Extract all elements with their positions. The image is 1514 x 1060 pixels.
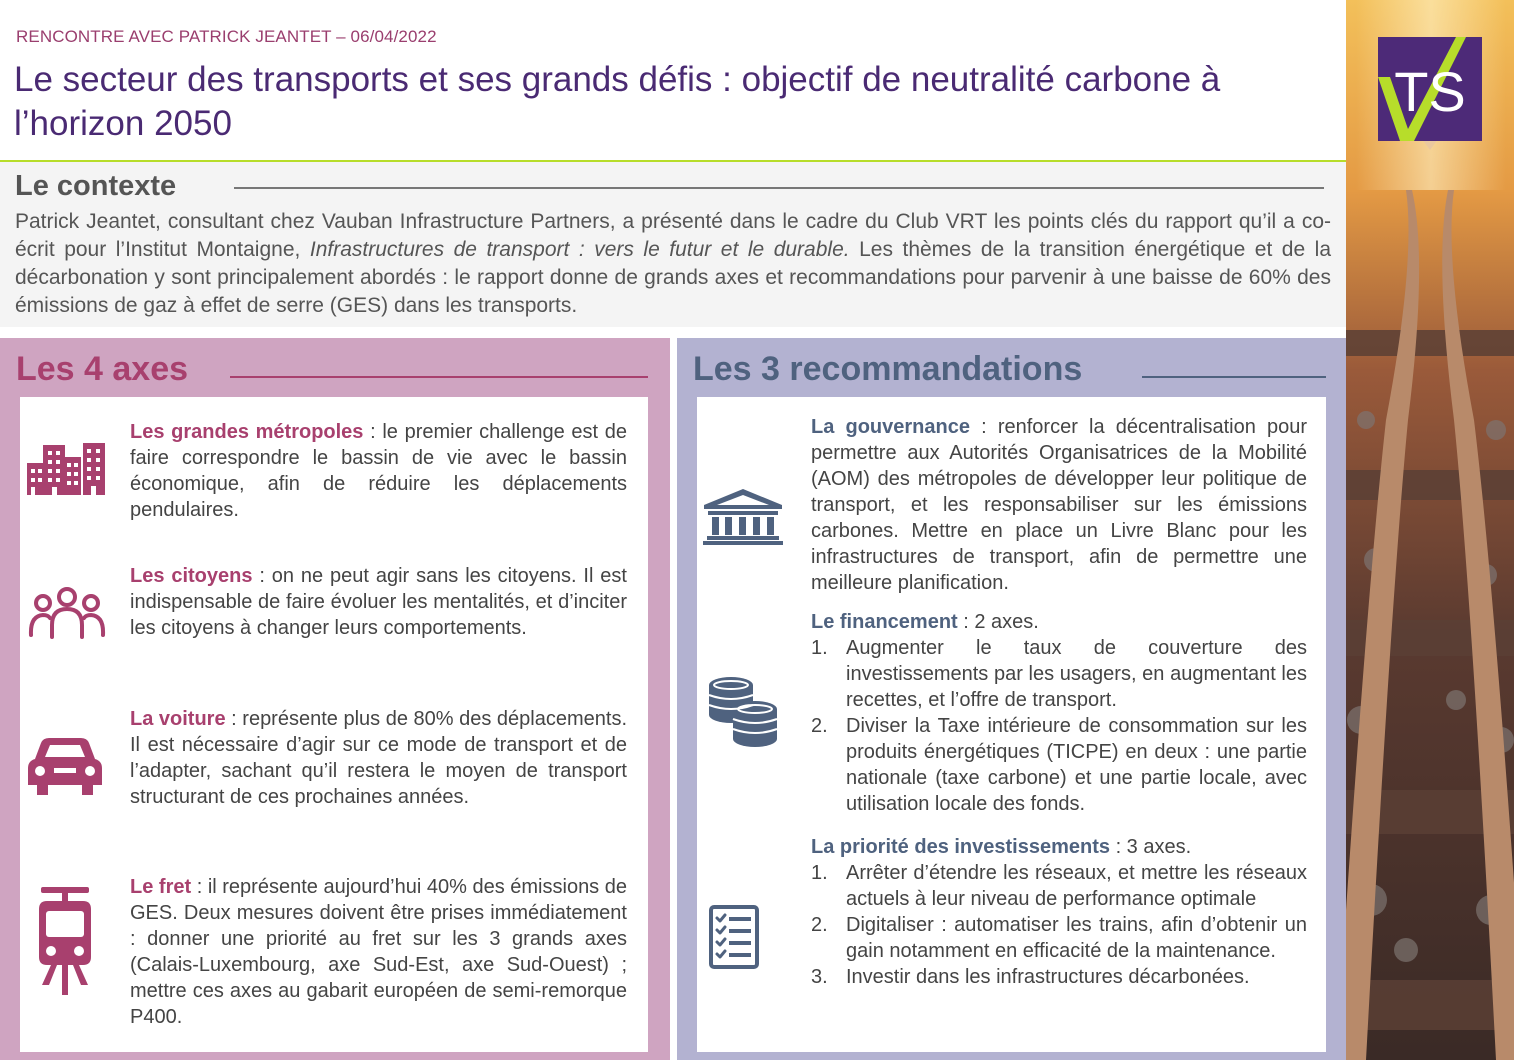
recommandation-term: La gouvernance (811, 416, 970, 438)
axis-fret (130, 874, 627, 1030)
financement-intro (811, 609, 1307, 635)
page-title: Le secteur des transports et ses grands défis : objectif de neutralité carbone à l’horizon 2050 (14, 60, 1221, 143)
people-icon (28, 585, 106, 641)
list-item (811, 713, 1307, 817)
train-icon (37, 887, 93, 995)
axis-description: : représente plus de 80% des déplacements. Il est nécessaire d’agir sur ce mode de transport et de l’adapter, sachant qu’il restera le moyen de transport structurant de ces prochaines années. (130, 708, 628, 808)
context-text-end: Les thèmes de la transition énergétique et de la décarbonation y sont principalement abordés : le rapport donne de grands axes et recommandations pour parvenir à une baisse de 60% des émissions de gaz à effet de serre (GES) dans les transports. (15, 238, 1332, 317)
axis-term: Les grandes métropoles (130, 421, 364, 443)
buildings-icon (27, 443, 107, 495)
context-text-start: Patrick Jeantet, consultant chez Vauban Infrastructure Partners, a présenté dans le cadre du Club VRT les points clés du rapport qu’il a co-écrit pour l’Institut Montaigne, (15, 210, 1331, 261)
checklist-icon (709, 905, 759, 969)
list-item-text: Augmenter le taux de couverture des investissements par les usagers, en augmentant les recettes, et l’offre de transport. (846, 637, 1307, 711)
context-heading-rule (234, 187, 1324, 189)
list-item (811, 635, 1307, 713)
list-item-text: Diviser la Taxe intérieure de consommation sur les produits énergétiques (TICPE) en deux : une partie nationale (taxe carbone) et une partie locale, avec utilisation locale des fonds. (846, 715, 1307, 815)
axis-metropoles (130, 419, 627, 523)
context-paragraph (15, 208, 1331, 320)
railway-photo (1346, 0, 1514, 1060)
axis-voiture (130, 706, 627, 810)
list-item-text: Arrêter d’étendre les réseaux, et mettre les réseaux actuels à leur niveau de performance optimale (846, 862, 1307, 910)
report-title: Infrastructures de transport : vers le futur et le durable. (309, 238, 850, 261)
recommandation-term: La priorité des investissements (811, 836, 1111, 858)
recommandations-heading-rule (1142, 376, 1326, 378)
axes-heading-rule (230, 376, 648, 378)
context-heading: Le contexte (15, 170, 177, 202)
axis-citoyens (130, 563, 627, 641)
list-item-text: Digitaliser : automatiser les trains, afin d’obtenir un gain notamment en efficacité de la maintenance. (846, 914, 1307, 962)
institution-icon (703, 489, 783, 545)
axis-description: : le premier challenge est de faire correspondre le bassin de vie avec le bassin économique, afin de réduire les déplacements pendulaires. (130, 421, 627, 521)
coins-icon (707, 676, 779, 748)
financement-list (811, 635, 1307, 817)
financement-count: : 2 axes. (957, 611, 1039, 633)
recommandation-term: Le financement (811, 611, 958, 633)
recommandation-priorite (811, 834, 1307, 990)
list-number: 1. (811, 862, 828, 884)
ts-logo-text: TS (1394, 60, 1466, 123)
axis-term: La voiture (130, 708, 226, 730)
priorite-count: : 3 axes. (1110, 836, 1192, 858)
axis-description: : il représente aujourd’hui 40% des émissions de GES. Deux mesures doivent être prises immédiatement : donner une priorité au fret sur les 3 grands axes (Calais-Luxembourg, axe Sud-Est, axe Sud-Ouest) ; mettre ces axes au gabarit européen de semi-remorque P400. (130, 876, 627, 1028)
recommandation-gouvernance (811, 414, 1307, 596)
recommandations-heading: Les 3 recommandations (693, 350, 1083, 388)
car-icon (27, 737, 103, 797)
ts-logo (1378, 37, 1482, 141)
priorite-list (811, 860, 1307, 990)
axis-term: Les citoyens (130, 565, 253, 587)
list-item (811, 860, 1307, 912)
recommandation-description: : renforcer la décentralisation pour permettre aux Autorités Organisatrices de la Mobilité (AOM) des métropoles de développer leur politique de transport, et les responsabiliser sur les émissions carbones. Mettre en place un Livre Blanc pour les infrastructures de transport, afin de permettre une meilleure planification. (811, 416, 1307, 594)
list-item (811, 912, 1307, 964)
axis-term: Le fret (130, 876, 192, 898)
list-number: 2. (811, 715, 828, 737)
axes-heading: Les 4 axes (16, 350, 189, 388)
list-number: 1. (811, 637, 828, 659)
list-number: 2. (811, 914, 828, 936)
list-item (811, 964, 1307, 990)
axis-description: : on ne peut agir sans les citoyens. Il est indispensable de faire évoluer les mentalités, et d’inciter les citoyens à changer leurs comportements. (130, 565, 627, 639)
recommandation-financement (811, 609, 1307, 817)
priorite-intro (811, 834, 1307, 860)
list-number: 3. (811, 966, 828, 988)
eyebrow-date: RENCONTRE AVEC PATRICK JEANTET – 06/04/2022 (16, 27, 437, 46)
list-item-text: Investir dans les infrastructures décarbonées. (846, 966, 1250, 988)
